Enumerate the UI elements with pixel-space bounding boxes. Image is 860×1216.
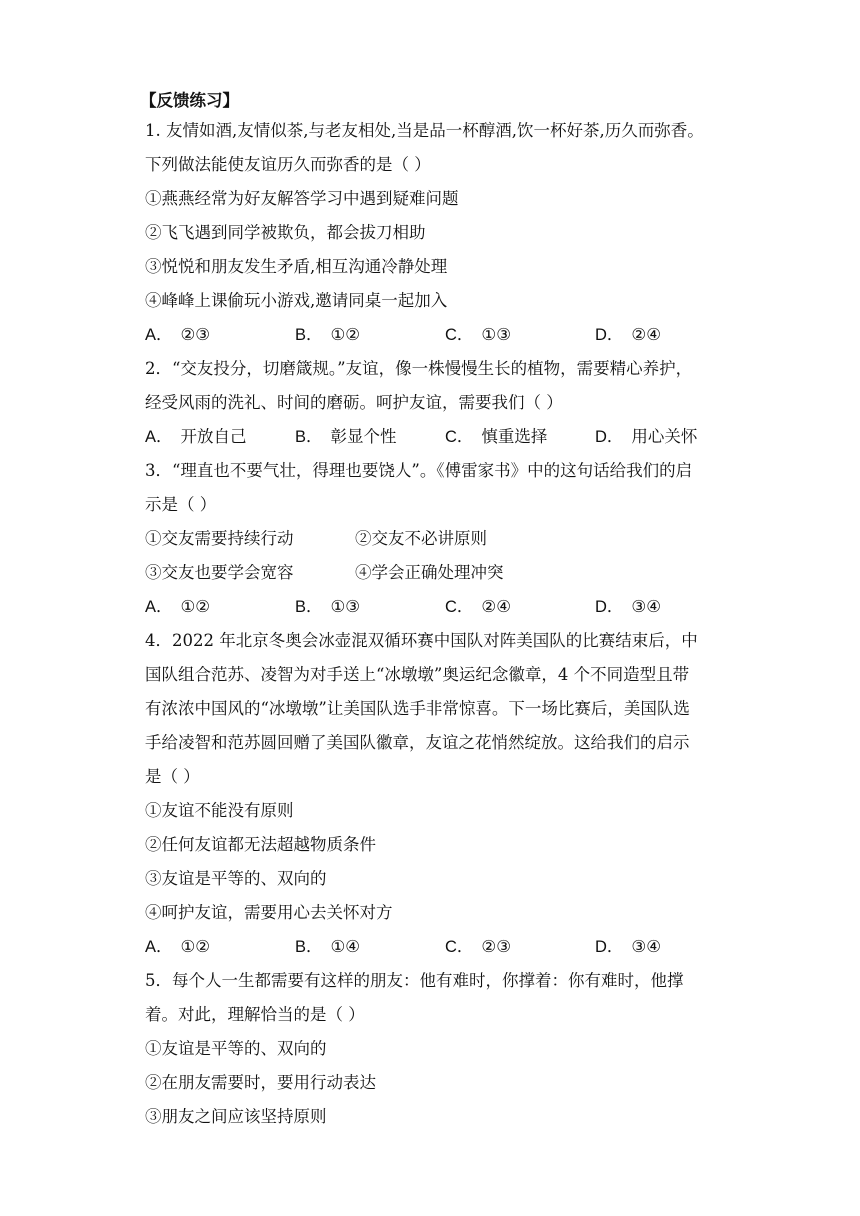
q3-statement-2: ②交友不必讲原则 [355,529,487,548]
q2-option-c: C． 慎重选择 [445,427,548,446]
q4-stem-line-1: 4．2022 年北京冬奥会冰壶混双循环赛中国队对阵美国队的比赛结束后，中 [145,631,698,650]
q1-stem-line-1: 1. 友情如酒,友情似茶,与老友相处,当是品一杯醇酒,饮一杯好茶,历久而弥香。 [145,121,704,140]
q1-statement-2: ②飞飞遇到同学被欺负，都会拔刀相助 [145,223,426,242]
q5-stem-line-1: 5．每个人一生都需要有这样的朋友：他有难时，你撑着：你有难时，他撑 [145,971,684,990]
q4-stem-line-5: 是（ ） [145,767,200,786]
q4-stem-line-3: 有浓浓中国风的“冰墩墩”让美国队选手非常惊喜。下一场比赛后，美国队选 [145,699,690,718]
q5-statement-2: ②在朋友需要时，要用行动表达 [145,1073,376,1092]
q4-statement-3: ③友谊是平等的、双向的 [145,869,327,888]
q2-option-a: A． 开放自己 [145,427,247,446]
q4-stem-line-2: 国队组合范苏、凌智为对手送上“冰墩墩”奥运纪念徽章，4 个不同造型且带 [145,665,690,684]
q1-option-a: A． ②③ [145,325,211,344]
q3-statement-row-2 [145,562,705,584]
q2-option-b: B． 彰显个性 [295,427,397,446]
q3-statement-row-1 [145,528,705,550]
q1-option-b: B． ①② [295,325,361,344]
q4-statement-4: ④呵护友谊，需要用心去关怀对方 [145,903,393,922]
q4-statement-2: ②任何友谊都无法超越物质条件 [145,835,376,854]
q3-statement-3: ③交友也要学会宽容 [145,563,294,582]
q1-statement-4: ④峰峰上课偷玩小游戏,邀请同桌一起加入 [145,291,448,310]
q4-options [145,936,705,958]
q5-stem-line-2: 着。对此，理解恰当的是（ ） [145,1005,365,1024]
q2-option-d: D． 用心关怀 [595,427,698,446]
q5-statement-1: ①友谊是平等的、双向的 [145,1039,327,1058]
q4-option-d: D． ③④ [595,937,662,956]
q3-option-d: D． ③④ [595,597,662,616]
q3-option-b: B． ①③ [295,597,361,616]
q3-statement-4: ④学会正确处理冲突 [355,563,504,582]
q3-stem-line-2: 示是（ ） [145,495,217,514]
q1-statement-3: ③悦悦和朋友发生矛盾,相互沟通冷静处理 [145,257,448,276]
q1-stem-line-2: 下列做法能使友谊历久而弥香的是（ ） [145,155,431,174]
q3-stem-line-1: 3．“理直也不要气壮，得理也要饶人”。《傅雷家书》中的这句话给我们的启 [145,461,693,480]
q3-options [145,596,705,618]
q4-stem-line-4: 手给凌智和范苏圆回赠了美国队徽章，友谊之花悄然绽放。这给我们的启示 [145,733,690,752]
q3-option-a: A． ①② [145,597,211,616]
q4-option-c: C． ②③ [445,937,512,956]
q3-statement-1: ①交友需要持续行动 [145,529,294,548]
q5-statement-3: ③朋友之间应该坚持原则 [145,1107,327,1126]
q2-stem-line-2: 经受风雨的洗礼、时间的磨砺。呵护友谊，需要我们（ ） [145,393,563,412]
q1-statement-1: ①燕燕经常为好友解答学习中遇到疑难问题 [145,189,459,208]
q4-option-a: A． ①② [145,937,211,956]
q2-options [145,426,705,448]
q4-statement-1: ①友谊不能没有原则 [145,801,294,820]
q4-option-b: B． ①④ [295,937,361,956]
q1-option-d: D． ②④ [595,325,662,344]
q2-stem-line-1: 2．“交友投分，切磨箴规。”友谊，像一株慢慢生长的植物，需要精心养护， [145,359,693,378]
q1-option-c: C． ①③ [445,325,512,344]
section-title: 【反馈练习】 [140,91,239,110]
q3-option-c: C． ②④ [445,597,512,616]
q1-options [145,324,705,346]
